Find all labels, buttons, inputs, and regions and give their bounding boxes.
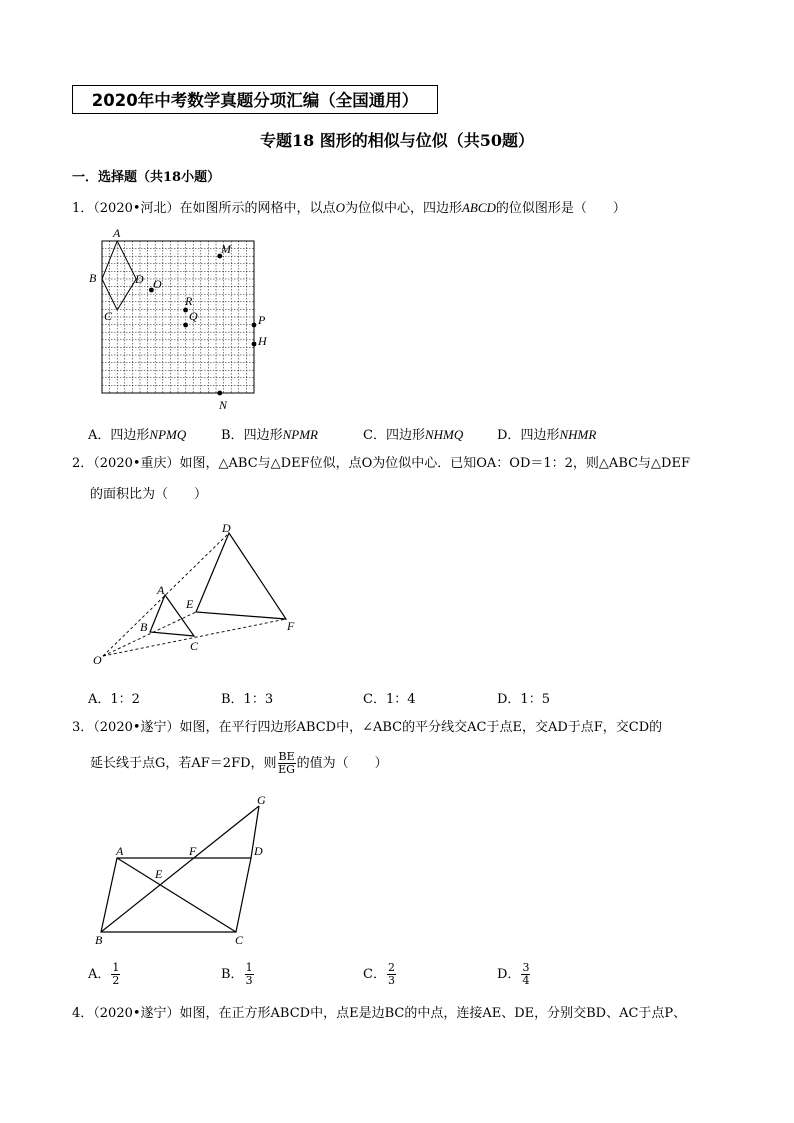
fraction-be-eg [278, 751, 296, 776]
option-italic: NPMR [282, 427, 318, 442]
question-number: 3． [72, 720, 94, 735]
fraction-numerator: 3 [522, 961, 530, 974]
q3-option-d[interactable] [497, 962, 531, 987]
bisector-bg [101, 806, 259, 932]
triangle-def [196, 533, 286, 619]
label-f: F [189, 844, 197, 858]
option-fraction [111, 962, 120, 987]
question-2-line-1 [72, 454, 690, 474]
label-c: C [104, 309, 113, 323]
option-letter: B． [221, 967, 244, 982]
point-label: O [335, 200, 345, 215]
option-letter: C． [363, 967, 386, 982]
q3-option-b[interactable] [221, 962, 255, 987]
option-text: 四边形 [520, 428, 560, 443]
q2-similar-triangles-figure [88, 518, 308, 668]
fraction-numerator: 1 [112, 961, 120, 974]
label-d: D [135, 272, 144, 286]
option-text: 四边形 [243, 428, 283, 443]
option-italic: NHMQ [424, 427, 464, 442]
label-e: E [186, 597, 194, 611]
label-o: O [153, 277, 162, 291]
shape-label: ABCD [461, 200, 496, 215]
label-d: D [254, 844, 263, 858]
label-q: Q [189, 309, 198, 323]
q1-option-b[interactable] [221, 424, 318, 443]
q2-option-d[interactable]: D．1：5 [497, 692, 550, 707]
q2-option-b[interactable]: B．1：3 [221, 692, 274, 707]
option-letter: C． [363, 428, 386, 443]
fraction-denominator: 4 [522, 974, 530, 987]
question-text: 如图，在正方形ABCD中，点E是边BC的中点，连接AE、DE，分别交BD、AC于点P、 [179, 1006, 687, 1021]
option-letter: B． [221, 428, 244, 443]
option-italic: NHMR [559, 427, 597, 442]
fraction-denominator: 3 [245, 974, 253, 987]
label-e: E [155, 867, 163, 881]
question-number: 4． [72, 1006, 94, 1021]
point-q [183, 323, 188, 328]
label-a: A [157, 583, 165, 597]
collection-banner: 2020年中考数学真题分项汇编（全国通用） [72, 85, 438, 114]
question-text: 延长线于点G，若AF＝2FD，则 [90, 756, 277, 771]
fraction-numerator: BE [278, 750, 295, 763]
option-fraction [521, 962, 530, 987]
section-heading: 一．选择题（共18小题） [72, 170, 221, 185]
question-2-line-2: 的面积比为（ ） [90, 487, 208, 502]
fraction-numerator: 1 [245, 961, 253, 974]
label-g: G [257, 793, 266, 807]
question-number: 2． [72, 456, 94, 471]
question-3-line-1 [72, 718, 662, 738]
q2-option-a[interactable]: A．1：2 [88, 692, 140, 707]
option-letter: D． [497, 428, 521, 443]
question-4-line-1 [72, 1004, 686, 1024]
question-source: （2020•重庆） [93, 456, 180, 471]
question-source: （2020•河北） [93, 201, 180, 216]
q1-option-c[interactable] [363, 424, 463, 443]
fraction-denominator: 3 [387, 974, 395, 987]
option-text: 四边形 [385, 428, 425, 443]
point-n [217, 391, 222, 396]
q3-parallelogram-figure [88, 790, 278, 950]
label-m: M [221, 242, 231, 256]
fraction-denominator: EG [278, 763, 295, 776]
point-r [183, 308, 188, 313]
question-source: （2020•遂宁） [93, 720, 180, 735]
question-text: 为位似中心，四边形 [344, 201, 462, 216]
option-fraction [245, 962, 254, 987]
label-f: F [287, 619, 295, 633]
q3-option-a[interactable] [88, 962, 121, 987]
question-3-line-2 [90, 751, 388, 776]
label-b: B [95, 933, 103, 947]
question-source: （2020•遂宁） [93, 1006, 180, 1021]
label-c: C [235, 933, 244, 947]
fraction-denominator: 2 [112, 974, 120, 987]
question-number: 1． [72, 201, 94, 216]
question-text: 的位似图形是（ ） [495, 201, 626, 216]
label-r: R [185, 294, 193, 308]
option-text: 四边形 [110, 428, 150, 443]
question-1-text [72, 198, 626, 219]
q1-option-a[interactable] [88, 424, 186, 443]
option-letter: A． [88, 428, 111, 443]
q1-grid-figure [86, 222, 286, 414]
label-a: A [116, 844, 124, 858]
label-c: C [190, 639, 199, 653]
point-p [252, 323, 257, 328]
label-b: B [140, 620, 148, 634]
label-p: P [258, 313, 266, 327]
label-a: A [113, 226, 121, 240]
question-text: 的值为（ ） [296, 756, 388, 771]
option-letter: A． [88, 967, 111, 982]
label-b: B [89, 271, 97, 285]
option-italic: NPMQ [149, 427, 187, 442]
diagonal-ac [117, 858, 236, 932]
option-letter: D． [497, 967, 521, 982]
label-d: D [222, 521, 231, 535]
page-title: 专题18 图形的相似与位似（共50题） [259, 131, 535, 150]
q3-option-c[interactable] [363, 962, 397, 987]
fraction-numerator: 2 [387, 961, 395, 974]
question-text: 如图，△ABC与△DEF位似，点O为位似中心．已知OA：OD＝1：2，则△ABC与△DEF [179, 456, 690, 471]
label-o: O [93, 653, 102, 667]
question-text: 在如图所示的网格中，以点 [179, 201, 336, 216]
ray-od [103, 533, 229, 656]
quadrilateral-abcd [102, 241, 136, 310]
question-text: 如图，在平行四边形ABCD中，∠ABC的平分线交AC于点E，交AD于点F，交CD的 [179, 720, 663, 735]
q1-option-d[interactable] [497, 424, 596, 443]
q2-option-c[interactable]: C．1：4 [363, 692, 416, 707]
point-h [252, 342, 257, 347]
option-fraction [387, 962, 396, 987]
label-h: H [258, 334, 267, 348]
label-n: N [219, 398, 228, 412]
